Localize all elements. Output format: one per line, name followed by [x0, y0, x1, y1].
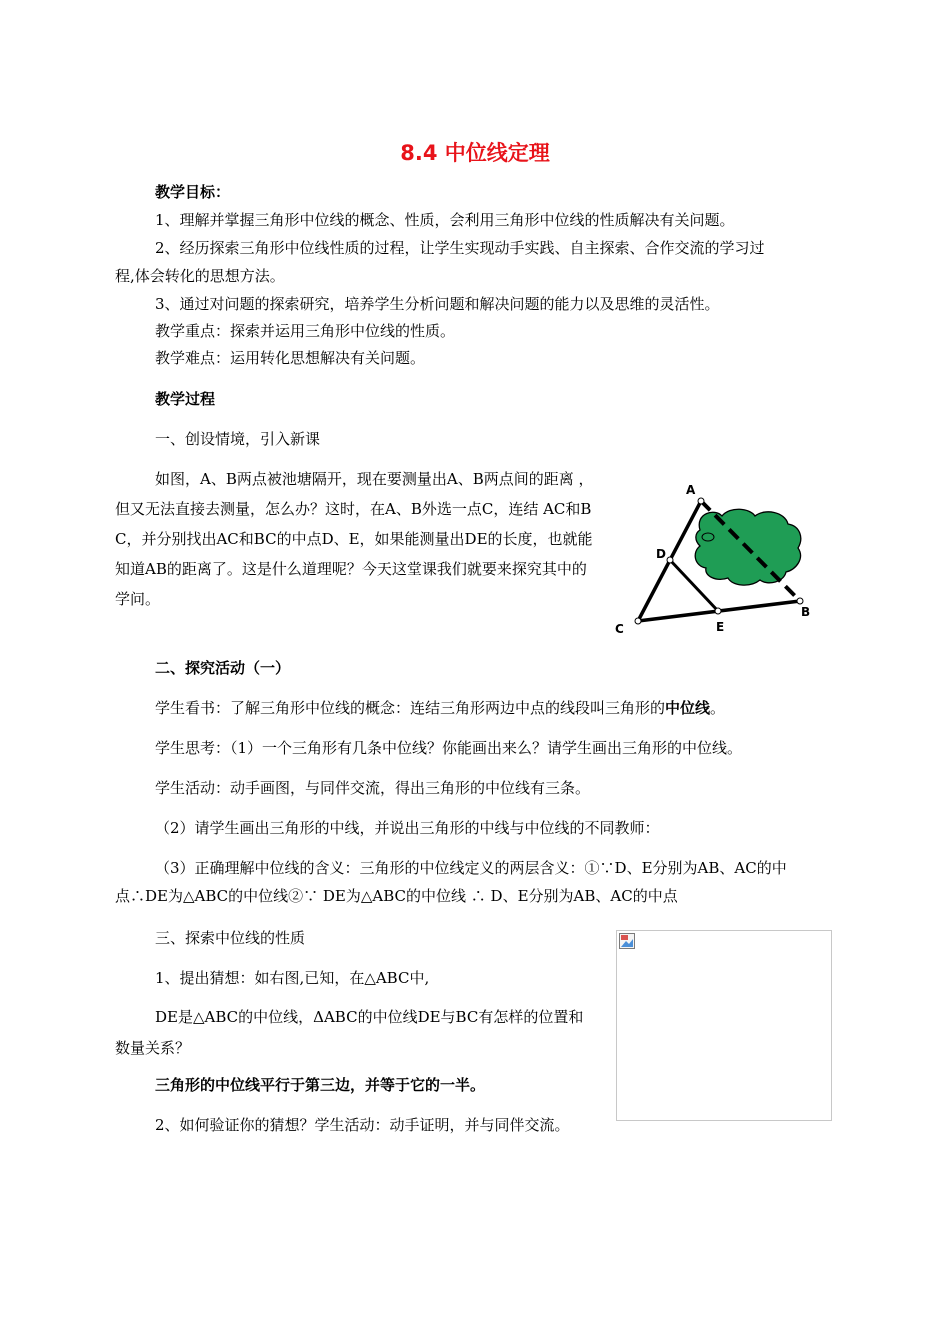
objective-2-line-b: 程,体会转化的思想方法。 [115, 267, 285, 285]
section-3-line-1: 1、提出猜想：如右图,已知，在△ABC中, [155, 969, 430, 987]
section-3-line-3: 2、如何验证你的猜想？学生活动：动手证明，并与同伴交流。 [155, 1116, 570, 1134]
section-1-text: 如图，A、B两点被池塘隔开，现在要测量出A、B两点间的距离 ，但又无法直接去测量，怎么办？这时，在A、B外选一点C，连结 AC和BC，并分别找出AC和BC的中点D、E，如果能测量出DE的长度，也就能知道AB的距离了。这是什么道理呢？今天这堂课我们就要来探究其中的学问。 [115, 470, 594, 608]
label-a: A [686, 483, 696, 497]
section-2-title: 二、探究活动（一） [155, 659, 291, 677]
pond-triangle-figure [600, 478, 825, 638]
label-d: D [656, 547, 666, 561]
section-2-line-5a: （3）正确理解中位线的含义：三角形的中位线定义的两层含义：①∵D、E分别为AB、AC的中 [155, 859, 787, 877]
page-title: 8.4 中位线定理 [400, 141, 550, 165]
label-b: B [801, 605, 811, 619]
difficulty: 教学难点：运用转化思想解决有关问题。 [155, 349, 426, 367]
key-point: 教学重点：探索并运用三角形中位线的性质。 [155, 322, 456, 340]
objectives-heading: 教学目标： [155, 183, 231, 201]
section-3-conclusion: 三角形的中位线平行于第三边，并等于它的一半。 [155, 1076, 486, 1094]
section-3-line-2: DE是△ABC的中位线，ΔABC的中位线DE与BC有怎样的位置和数量关系？ [115, 1008, 584, 1057]
objective-1: 1、理解并掌握三角形中位线的概念、性质，会利用三角形中位线的性质解决有关问题。 [155, 211, 735, 229]
section-2-line-3: 学生活动：动手画图，与同伴交流，得出三角形的中位线有三条。 [155, 779, 591, 797]
section-2-line-1: 学生看书：了解三角形中位线的概念：连结三角形两边中点的线段叫三角形的中位线。 [155, 699, 726, 717]
section-1-title: 一、创设情境，引入新课 [155, 430, 321, 448]
section-2-line-2: 学生思考：（1）一个三角形有几条中位线？你能画出来么？请学生画出三角形的中位线。 [155, 739, 743, 757]
section-2-line-4: （2）请学生画出三角形的中线，并说出三角形的中线与中位线的不同教师： [155, 819, 660, 837]
process-heading: 教学过程 [155, 390, 216, 408]
section-3-title: 三、探索中位线的性质 [155, 929, 306, 947]
label-c: C [615, 622, 624, 636]
label-e: E [716, 620, 725, 634]
objective-3: 3、通过对问题的探索研究，培养学生分析问题和解决问题的能力以及思维的灵活性。 [155, 295, 720, 313]
figure-placeholder [616, 930, 832, 1121]
objective-2-line-a: 2、经历探索三角形中位线性质的过程，让学生实现动手实践、自主探索、合作交流的学习过 [155, 239, 765, 257]
section-2-line-5b: 点∴DE为△ABC的中位线②∵ DE为△ABC的中位线 ∴ D、E分别为AB、AC的中点 [115, 887, 678, 905]
broken-image-icon [619, 933, 635, 949]
